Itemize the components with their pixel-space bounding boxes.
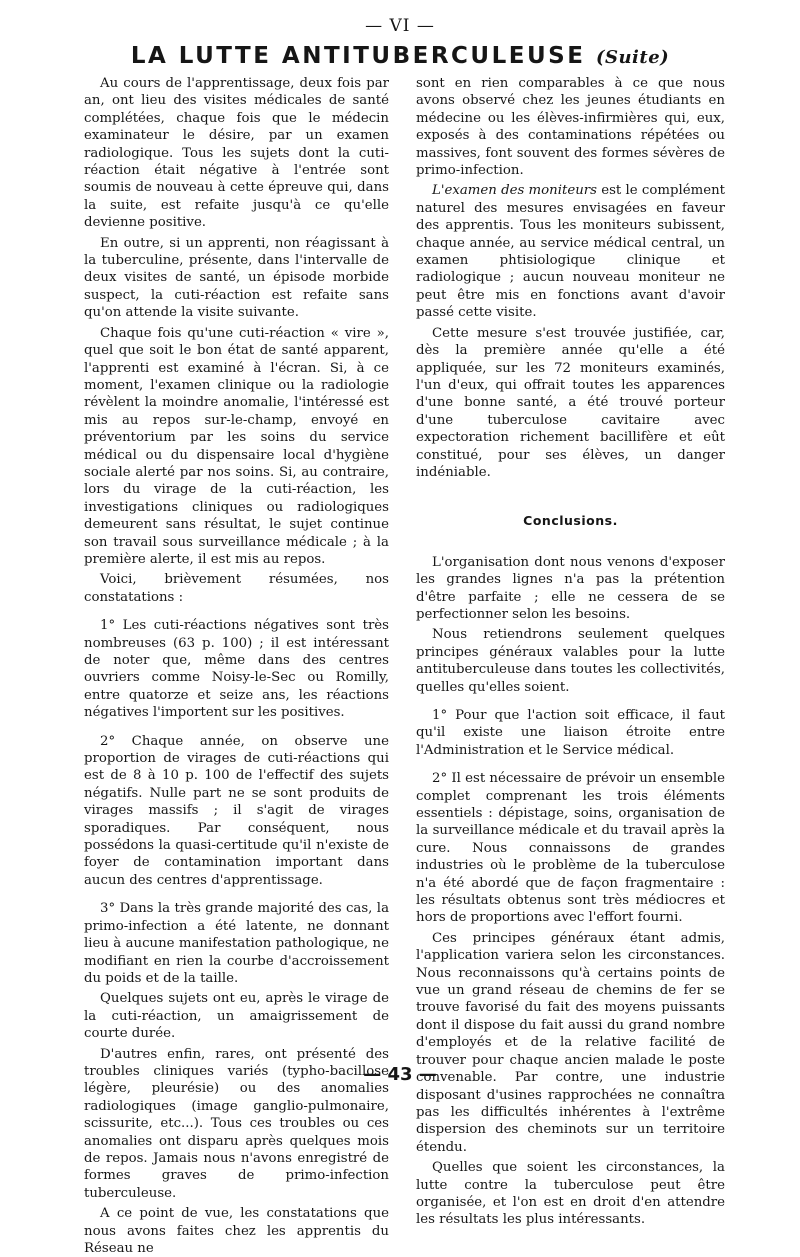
paragraph: A ce point de vue, les constatations que nous avons faites chez les apprentis du Réseau ne: [84, 1206, 389, 1256]
paragraph: L'organisation dont nous venons d'exposer les grandes lignes n'a pas la prétention d'être parfaite ; elle ne cessera de se perfectionner selon les besoins.: [416, 554, 725, 622]
paragraph: 1° Les cuti-réactions négatives sont très nombreuses (63 p. 100) ; il est intéressant de noter que, même dans des centres ouvriers comme Noisy-le-Sec ou Romilly, entre quatorze et seize ans, les réactions négatives l'importent sur les positives.: [84, 618, 389, 721]
page-title: [0, 43, 800, 69]
paragraph: Au cours de l'apprentissage, deux fois par an, ont lieu des visites médicales de santé complétées, chaque fois que le médecin examinateur le désire, par un examen radiologique. Tous les sujets dont la cuti-réaction était négative à l'entrée sont soumis de nouveau à cette épreuve qui, dans la suite, est refaite jusqu'à ce qu'elle devienne positive.: [84, 76, 389, 231]
paragraph-text: est le complément naturel des mesures envisagées en faveur des apprentis. Tous les moniteurs subissent, chaque année, au service médical central, un examen phtisiologique clinique et radiologique ; aucun nouveau moniteur ne peut être mis en fonctions avant d'avoir passé cette visite.: [416, 183, 725, 321]
paragraph: Quelques sujets ont eu, après le virage de la cuti-réaction, un amaigrissement de courte durée.: [84, 991, 389, 1042]
paragraph: sont en rien comparables à ce que nous avons observé chez les jeunes étudiants en médecine ou les élèves-infirmières qui, eux, exposés à des contaminations répétées ou massives, font souvent des formes sévères de primo-infection.: [416, 76, 725, 179]
italic-lead: L'examen des moniteurs: [432, 183, 597, 199]
paragraph: 2° Chaque année, on observe une proportion de virages de cuti-réactions qui est de 8 à 10 p. 100 de l'effectif des sujets négatifs. Nulle part ne se sont produits de virages massifs ; il s'agit de virages sporadiques. Par conséquent, nous possédons la quasi-certitude qu'il n'existe de foyer de contamination important dans aucun des centres d'apprentissage.: [84, 733, 389, 888]
paragraph: Quelles que soient les circonstances, la lutte contre la tuberculose peut être organisée, et l'on est en droit d'en attendre les résultats les plus intéressants.: [416, 1160, 725, 1228]
paragraph: 2° Il est nécessaire de prévoir un ensemble complet comprenant les trois éléments essentiels : dépistage, soins, organisation de la surveillance médicale et du travail après la cure. Nous connaissons de grandes industries où le problème de la tuberculose n'a été abordé que de façon fragmentaire : les résultats obtenus sont très médiocres et hors de proportions avec l'effort fourni.: [416, 771, 725, 926]
paragraph: En outre, si un apprenti, non réagissant à la tuberculine, présente, dans l'intervalle de deux visites de santé, un épisode morbide suspect, la cuti-réaction est refaite sans qu'on attende la visite suivante.: [84, 235, 389, 321]
paragraph: 1° Pour que l'action soit efficace, il faut qu'il existe une liaison étroite entre l'Administration et le Service médical.: [416, 707, 725, 758]
paragraph: 3° Dans la très grande majorité des cas, la primo-infection a été latente, ne donnant lieu à aucune manifestation pathologique, ne modifiant en rien la courbe d'accroissement du poids et de la taille.: [84, 901, 389, 986]
paragraph: [416, 182, 725, 321]
paragraph: Ces principes généraux étant admis, l'application variera selon les circonstances. Nous reconnaissons qu'à certains points de vue un grand réseau de chemins de fer se trouve favorisé du fait des moyens puissants dont il dispose du fait aussi du grand nombre d'employés et de la relative facilité de trouver pour chaque ancien malade le poste convenable. Par contre, une industrie disposant d'usines rapprochées ne connaîtra pas les difficultés inhérentes à l'extrême dispersion des cheminots sur un territoire étendu.: [416, 930, 725, 1155]
paragraph: D'autres enfin, rares, ont présenté des troubles cliniques variés (typho-bacillose légère, pleurésie) ou des anomalies radiologiques (image ganglio-pulmonaire, scissurite, etc...). Tous ces troubles ou ces anomalies ont disparu après quelques mois de repos. Jamais nous n'avons enregistré de formes graves de primo-infection tuberculeuse.: [84, 1046, 389, 1201]
right-column: [416, 75, 725, 1229]
paragraph: Cette mesure s'est trouvée justifiée, car, dès la première année qu'elle a été appliquée, sur les 72 moniteurs examinés, l'un d'eux, qui offrait toutes les apparences d'une bonne santé, a été trouvé porteur d'une tuberculose cavitaire avec expectoration richement bacillifère et eût constitué, pour ses élèves, un danger indéniable.: [416, 325, 725, 480]
paragraph: Nous retiendrons seulement quelques principes généraux valables pour la lutte antituberculeuse dans toutes les collectivités, quelles qu'elles soient.: [416, 627, 725, 695]
paragraph: Chaque fois qu'une cuti-réaction « vire », quel que soit le bon état de santé apparent, l'apprenti est examiné à l'écran. Si, à ce moment, l'examen clinique ou la radiologie révèlent la moindre anomalie, l'intéressé est mis au repos sur-le-champ, envoyé en préventorium par les soins du service médical ou du dispensaire local d'hygiène sociale alerté par nos soins. Si, au contraire, lors du virage de la cuti-réaction, les investigations cliniques ou radiologiques demeurent sans résultat, le sujet continue son travail sous surveillance médicale ; à la première alerte, il est mis au repos.: [84, 325, 389, 567]
roman-page-marker: — VI —: [365, 16, 435, 36]
title-suffix: (Suite): [595, 47, 670, 68]
page-number: — 43 —: [363, 1064, 437, 1085]
title-text: LA LUTTE ANTITUBERCULEUSE: [130, 43, 586, 69]
section-heading: Conclusions.: [523, 513, 618, 529]
paragraph: Voici, brièvement résumées, nos constatations :: [84, 572, 389, 605]
